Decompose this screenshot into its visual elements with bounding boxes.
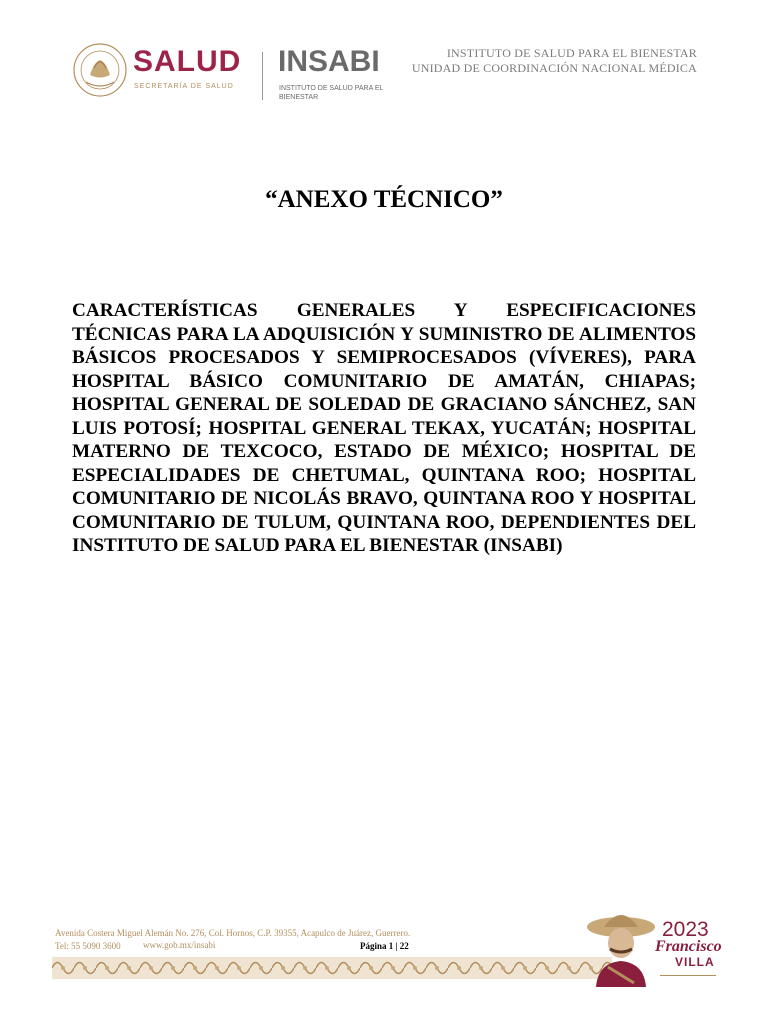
commemorative-rule bbox=[660, 975, 716, 976]
footer-website: www.gob.mx/insabi bbox=[143, 940, 216, 950]
institution-lines bbox=[412, 46, 697, 76]
institute-name: INSTITUTO DE SALUD PARA EL BIENESTAR bbox=[446, 46, 697, 60]
footer-address-block bbox=[55, 927, 410, 953]
mexico-coat-of-arms-seal bbox=[72, 42, 128, 98]
commemorative-year: 2023 bbox=[662, 918, 709, 941]
commemorative-name-last: VILLA bbox=[675, 955, 715, 969]
francisco-villa-portrait bbox=[586, 905, 656, 987]
document-title: “ANEXO TÉCNICO” bbox=[265, 186, 503, 213]
unit-name: UNIDAD DE COORDINACIÓN NACIONAL MÉDICA bbox=[411, 61, 697, 75]
footer-phone: Tel: 55 5090 3600 bbox=[55, 941, 121, 951]
footer-address: Avenida Costera Miguel Alemán No. 276, Col. Hornos, C.P. 39355, Acapulco de Juárez, Guerrero. bbox=[55, 928, 411, 938]
document-body-text: CARACTERÍSTICAS GENERALES Y ESPECIFICACIONES TÉCNICAS PARA LA ADQUISICIÓN Y SUMINISTRO DE ALIMENTOS BÁSICOS PROCESADOS Y SEMIPROCESADOS (VÍVERES), PARA HOSPITAL BÁSICO COMUNITARIO DE AMATÁN, CHIAPAS; HOSPITAL GENERAL DE SOLEDAD DE GRACIANO SÁNCHEZ, SAN LUIS POTOSÍ; HOSPITAL GENERAL TEKAX, YUCATÁN; HOSPITAL MATERNO DE TEXCOCO, ESTADO DE MÉXICO; HOSPITAL DE ESPECIALIDADES DE CHETUMAL, QUINTANA ROO; HOSPITAL COMUNITARIO DE NICOLÁS BRAVO, QUINTANA ROO Y HOSPITAL COMUNITARIO DE TULUM, QUINTANA ROO, DEPENDIENTES DEL INSTITUTO DE SALUD PARA EL BIENESTAR (INSABI) bbox=[72, 300, 696, 556]
insabi-subtitle: INSTITUTO DE SALUD PARA EL BIENESTAR bbox=[279, 85, 384, 101]
salud-logo-text: SALUD bbox=[133, 45, 242, 78]
logo-divider bbox=[262, 52, 263, 100]
insabi-logo-text: INSABI bbox=[278, 45, 380, 78]
page-number: Página 1 | 22 bbox=[360, 941, 409, 951]
commemorative-name-first: Francisco bbox=[655, 938, 722, 955]
salud-subtitle: SECRETARÍA DE SALUD bbox=[134, 83, 234, 90]
document-header bbox=[0, 0, 768, 120]
decorative-pattern-band bbox=[52, 957, 612, 979]
